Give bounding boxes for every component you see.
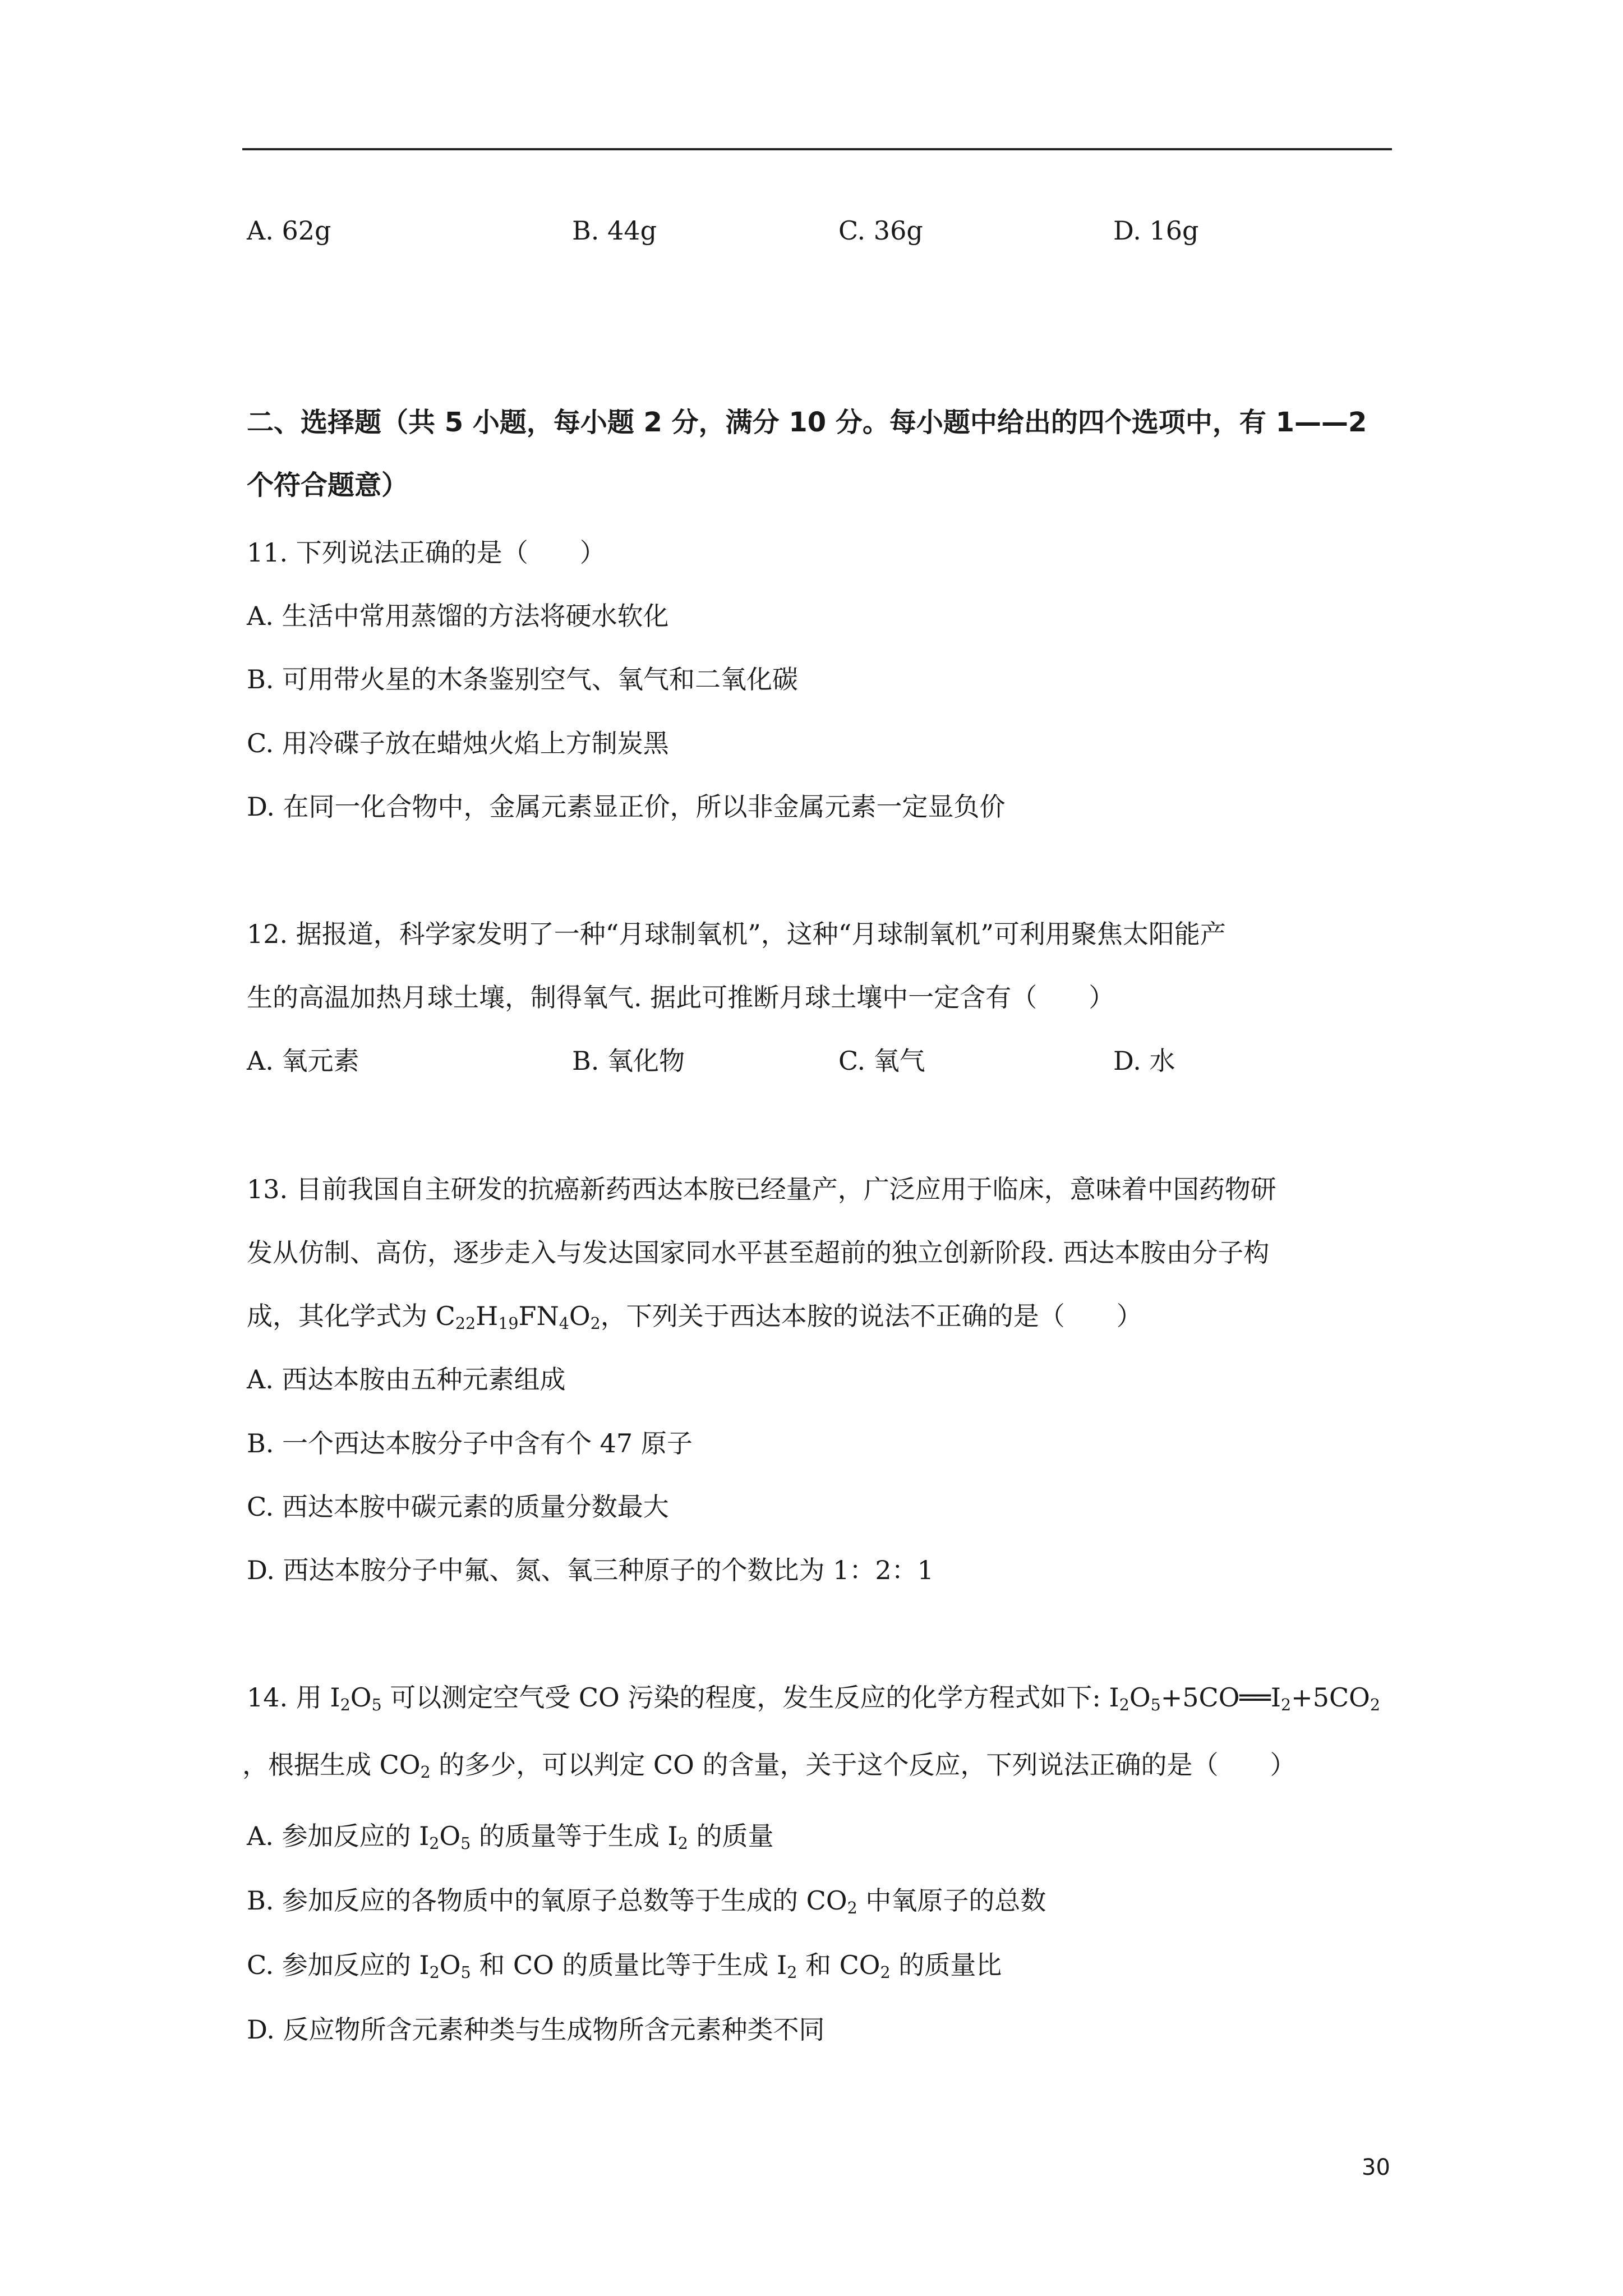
q11-option-b: B. 可用带火星的木条鉴别空气、氧气和二氧化碳 xyxy=(247,664,799,694)
q13-text: 成，其化学式为 C xyxy=(247,1301,455,1331)
q14-text: ，根据生成 CO xyxy=(242,1750,421,1780)
q14-stem-line2 xyxy=(242,1749,1295,1780)
q14-subscript: 2 xyxy=(1370,1696,1381,1715)
q14-text: C. 参加反应的 I xyxy=(247,1950,430,1980)
q14-text: 的质量等于生成 I xyxy=(471,1821,678,1851)
q14-subscript: 2 xyxy=(847,1899,857,1918)
q14-subscript: 2 xyxy=(429,1834,440,1853)
q12-stem-line2: 生的高温加热月球土壤，制得氧气. 据此可推断月球土壤中一定含有（ ） xyxy=(247,982,1115,1013)
q14-subscript: 2 xyxy=(1119,1696,1129,1715)
q13-option-a: A. 西达本胺由五种元素组成 xyxy=(247,1364,566,1395)
header-rule xyxy=(242,148,1392,150)
q13-subscript: 2 xyxy=(590,1314,601,1333)
q14-subscript: 5 xyxy=(1150,1696,1161,1715)
section-heading-line1: 二、选择题（共 5 小题，每小题 2 分，满分 10 分。每小题中给出的四个选项中，有 1——2 xyxy=(247,407,1367,438)
q14-text: 14. 用 I xyxy=(247,1682,340,1713)
q12-option-a: A. 氧元素 xyxy=(247,1046,359,1076)
q14-subscript: 2 xyxy=(1281,1696,1292,1715)
q10-option-b: B. 44g xyxy=(572,215,657,246)
q13-text: O xyxy=(569,1301,591,1331)
q14-option-c xyxy=(247,1949,1002,1981)
q14-subscript: 2 xyxy=(340,1696,351,1715)
q14-option-b xyxy=(247,1885,1046,1916)
q14-text: O xyxy=(350,1682,372,1713)
q11-stem: 11. 下列说法正确的是（ ） xyxy=(247,537,606,568)
q13-text: H xyxy=(476,1301,499,1331)
q14-text: 和 CO 的质量比等于生成 I xyxy=(471,1950,787,1980)
q14-stem-line1 xyxy=(247,1682,1380,1713)
q13-subscript: 19 xyxy=(498,1314,519,1333)
q13-text: ，下列关于西达本胺的说法不正确的是（ ） xyxy=(600,1301,1142,1331)
q14-subscript: 2 xyxy=(420,1763,431,1782)
q14-text: 的质量比 xyxy=(890,1950,1002,1980)
q13-text: FN xyxy=(518,1301,559,1331)
q13-stem-line2: 发从仿制、高仿，逐步走入与发达国家同水平甚至超前的独立创新阶段. 西达本胺由分子构 xyxy=(247,1237,1270,1268)
q14-text: 可以测定空气受 CO 污染的程度，发生反应的化学方程式如下: I xyxy=(381,1682,1119,1713)
q12-option-d: D. 水 xyxy=(1113,1046,1175,1076)
q12-option-c: C. 氧气 xyxy=(838,1046,925,1076)
q12-stem-line1: 12. 据报道，科学家发明了一种“月球制氧机”，这种“月球制氧机”可利用聚焦太阳能产 xyxy=(247,919,1226,949)
q14-subscript: 5 xyxy=(460,1834,471,1853)
q11-option-a: A. 生活中常用蒸馏的方法将硬水软化 xyxy=(247,601,669,631)
q14-subscript: 2 xyxy=(880,1963,891,1982)
q13-subscript: 22 xyxy=(455,1314,476,1333)
q14-text: 的多少，可以判定 CO 的含量，关于这个反应，下列说法正确的是（ ） xyxy=(430,1750,1296,1780)
q13-stem-line1: 13. 目前我国自主研发的抗癌新药西达本胺已经量产，广泛应用于临床，意味着中国药物研 xyxy=(247,1174,1276,1204)
page-number: 30 xyxy=(1362,2155,1390,2180)
q14-text: 和 CO xyxy=(797,1950,880,1980)
q12-option-b: B. 氧化物 xyxy=(572,1046,685,1076)
q14-subscript: 5 xyxy=(371,1696,382,1715)
q14-subscript: 5 xyxy=(460,1963,471,1982)
q14-text: O xyxy=(1129,1682,1151,1713)
q14-text: 的质量 xyxy=(688,1821,774,1851)
q14-option-d: D. 反应物所含元素种类与生成物所含元素种类不同 xyxy=(247,2014,825,2045)
q11-option-c: C. 用冷碟子放在蜡烛火焰上方制炭黑 xyxy=(247,728,669,758)
q13-stem-line3 xyxy=(247,1300,1142,1332)
q10-option-a: A. 62g xyxy=(247,215,331,246)
q14-text: O xyxy=(439,1950,461,1980)
q10-option-c: C. 36g xyxy=(838,215,923,246)
q14-text: +5CO xyxy=(1291,1682,1370,1713)
q14-text: A. 参加反应的 I xyxy=(247,1821,430,1851)
q14-subscript: 2 xyxy=(429,1963,440,1982)
q13-subscript: 4 xyxy=(559,1314,569,1333)
q14-text: 中氧原子的总数 xyxy=(857,1885,1046,1916)
q14-text: B. 参加反应的各物质中的氧原子总数等于生成的 CO xyxy=(247,1885,847,1916)
q14-equation: +5CO══I xyxy=(1160,1682,1281,1713)
q13-option-d: D. 西达本胺分子中氟、氮、氧三种原子的个数比为 1：2：1 xyxy=(247,1555,934,1585)
q14-text: O xyxy=(439,1821,461,1851)
section-heading-line2: 个符合题意） xyxy=(247,470,409,501)
q14-subscript: 2 xyxy=(677,1834,688,1853)
q13-option-c: C. 西达本胺中碳元素的质量分数最大 xyxy=(247,1492,669,1522)
q14-option-a xyxy=(247,1820,774,1852)
q10-option-d: D. 16g xyxy=(1113,215,1199,246)
q11-option-d: D. 在同一化合物中，金属元素显正价，所以非金属元素一定显负价 xyxy=(247,792,1006,822)
q14-subscript: 2 xyxy=(787,1963,797,1982)
q13-option-b: B. 一个西达本胺分子中含有个 47 原子 xyxy=(247,1428,693,1458)
